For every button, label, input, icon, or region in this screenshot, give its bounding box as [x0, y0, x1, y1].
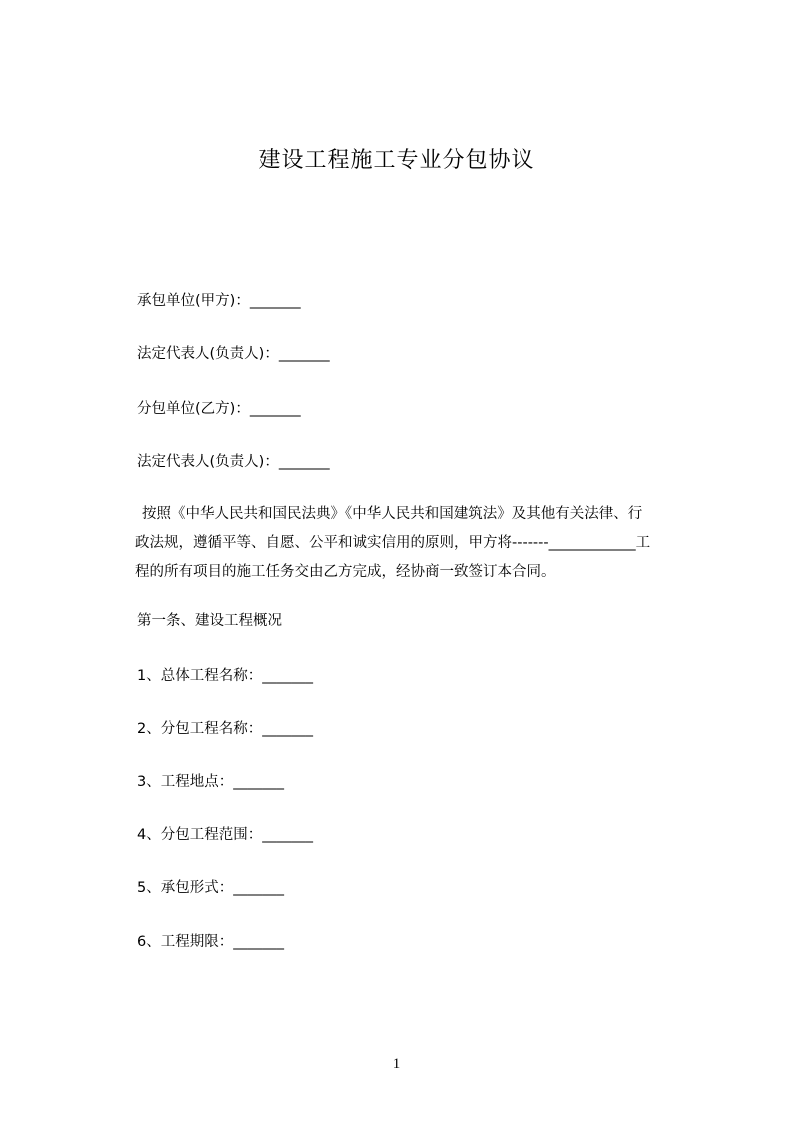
article-heading: 第一条、建设工程概况 — [137, 613, 282, 629]
party-a: 承包单位(甲方)：_______ — [137, 293, 301, 309]
preamble-line: 政法规，遵循平等、自愿、公平和诚实信用的原则，甲方将-------____________工 — [135, 535, 651, 551]
party-b-representative: 法定代表人(负责人)：_______ — [137, 454, 330, 470]
party-b: 分包单位(乙方)：_______ — [137, 401, 301, 417]
page-number: 1 — [392, 1056, 401, 1072]
party-a-representative: 法定代表人(负责人)：_______ — [137, 346, 330, 362]
document-title: 建设工程施工专业分包协议 — [258, 148, 535, 173]
article-item: 5、承包形式：_______ — [137, 880, 284, 896]
article-item: 6、工程期限：_______ — [137, 934, 284, 950]
article-item: 3、工程地点：_______ — [137, 774, 284, 790]
article-item: 1、总体工程名称：_______ — [137, 668, 313, 684]
preamble-line: 程的所有项目的施工任务交由乙方完成，经协商一致签订本合同。 — [135, 564, 556, 580]
preamble-line: 按照《中华人民共和国民法典》《中华人民共和国建筑法》及其他有关法律、行 — [142, 506, 643, 522]
article-item: 2、分包工程名称：_______ — [137, 721, 313, 737]
article-item: 4、分包工程范围：_______ — [137, 827, 313, 843]
